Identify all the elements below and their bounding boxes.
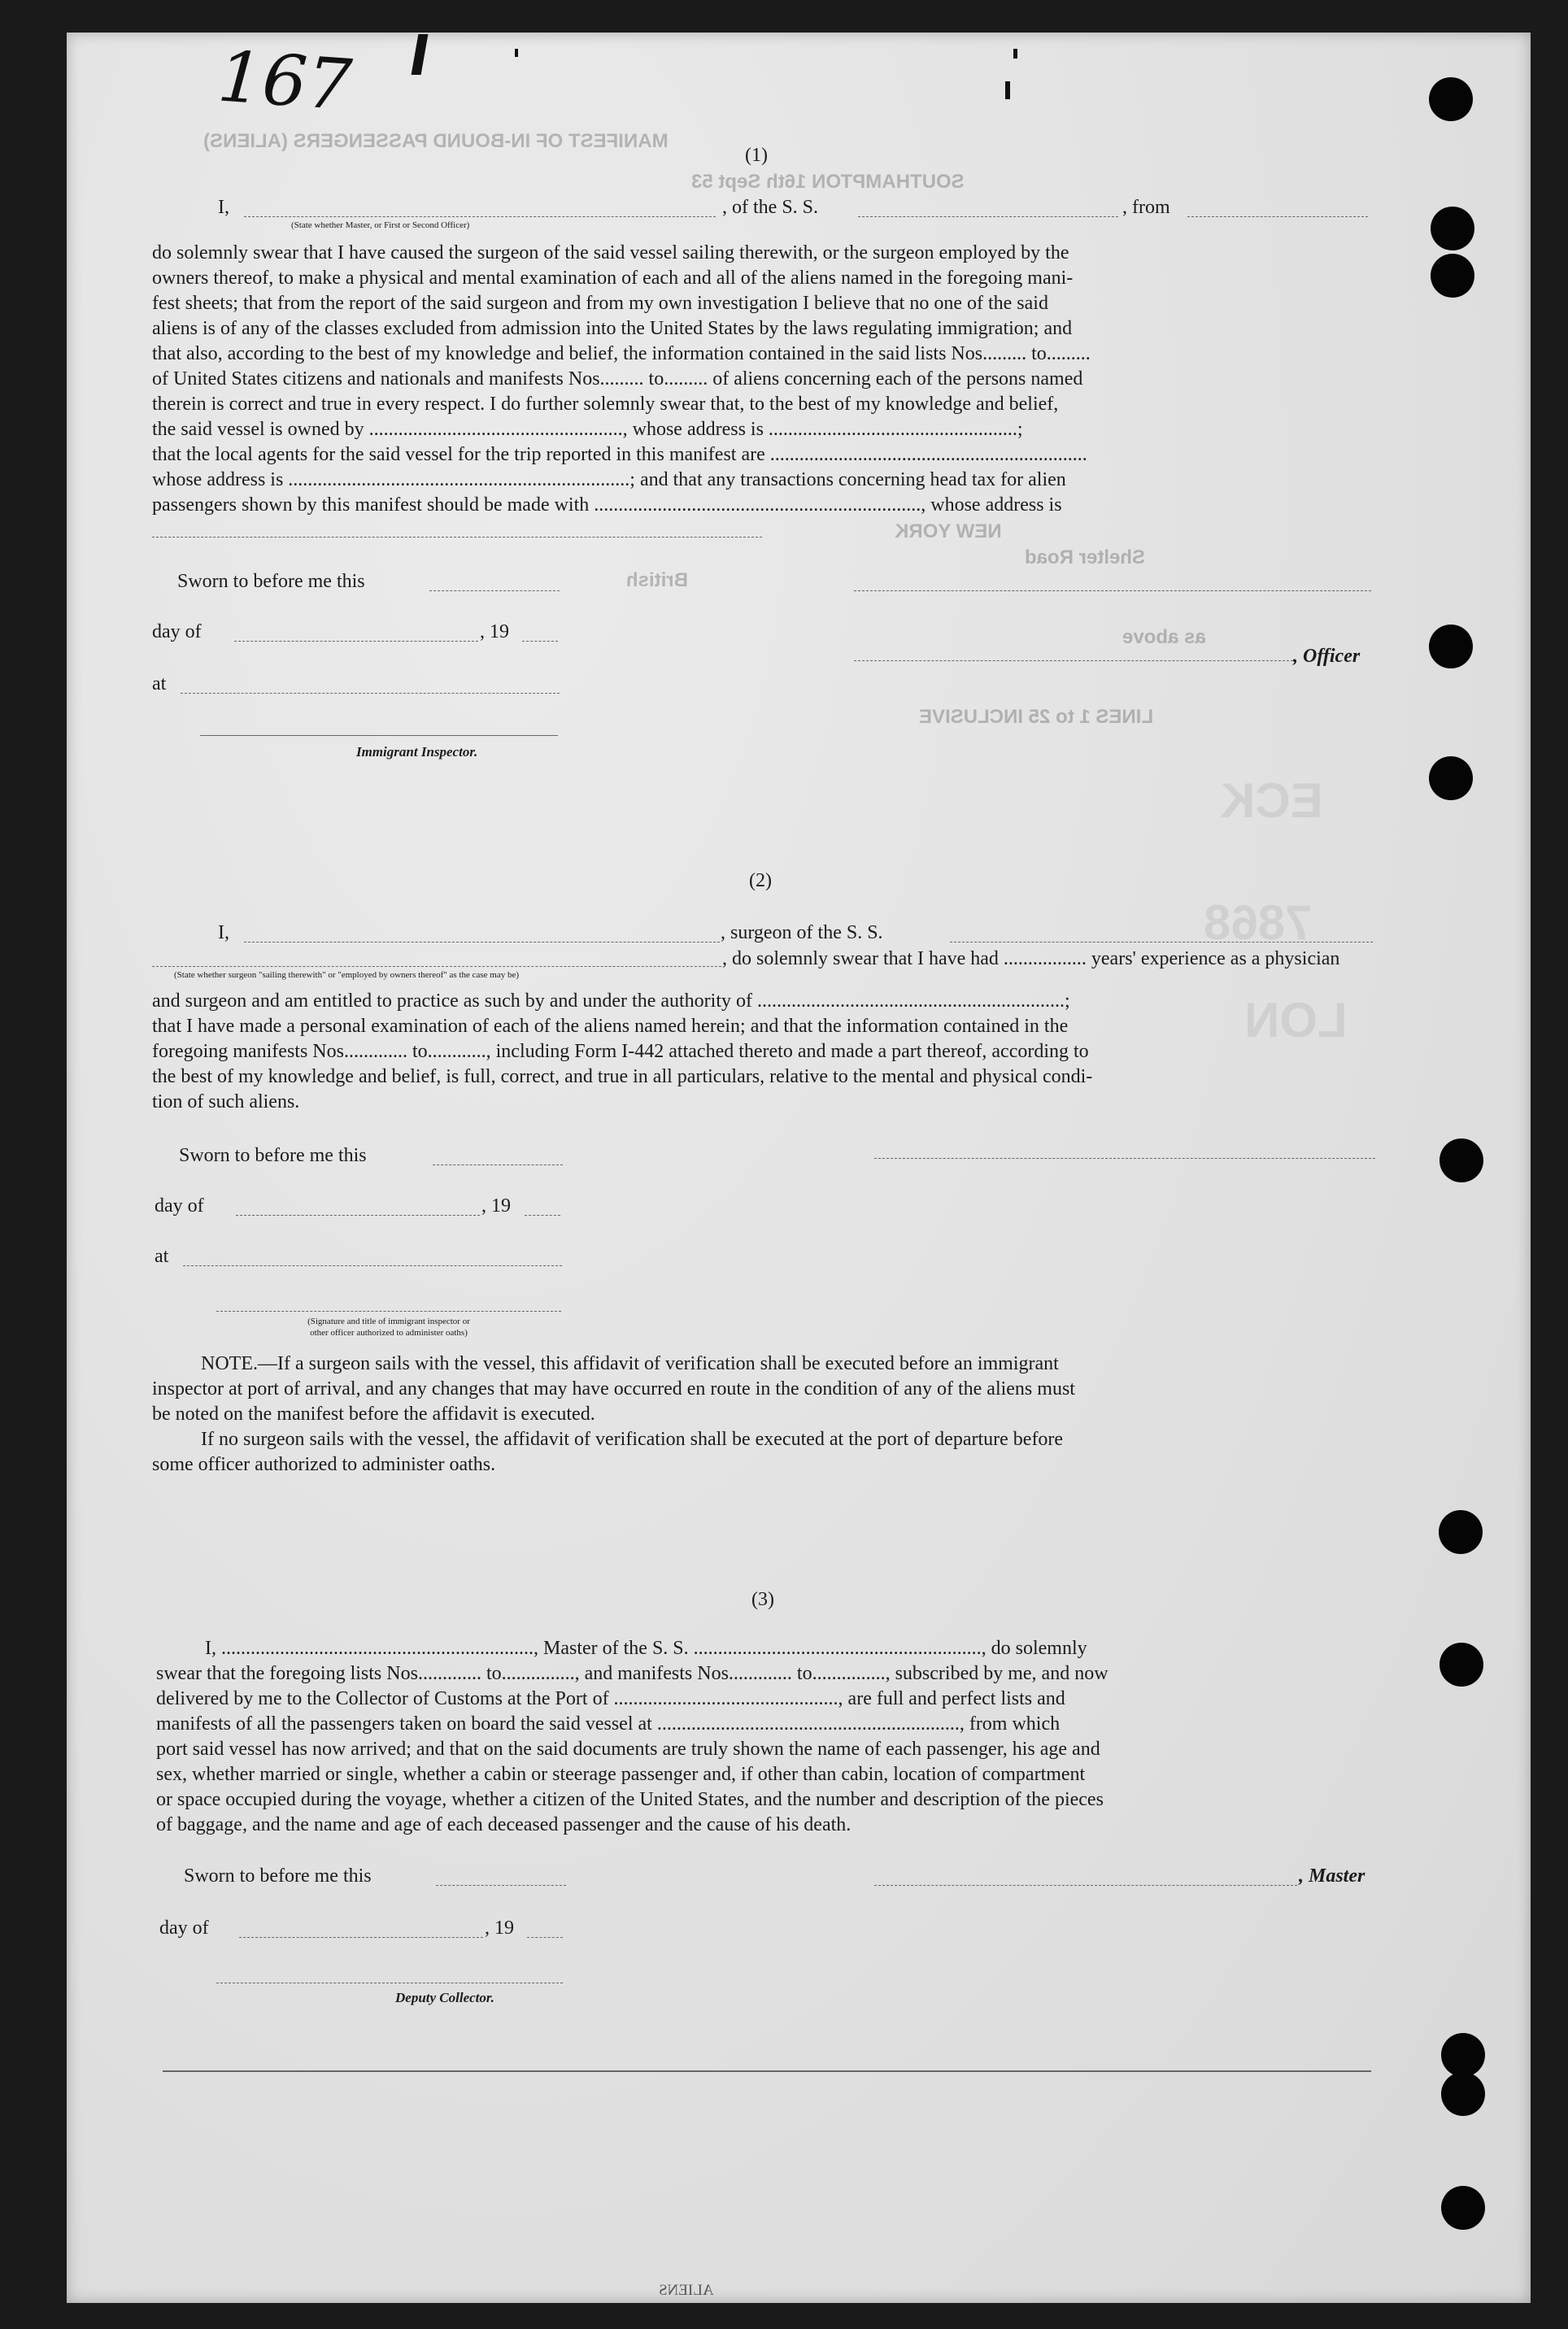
- sworn-date-line: [429, 590, 560, 591]
- section-1-oath-line: [218, 195, 229, 220]
- authorized-officer-signature-line: [216, 1311, 561, 1312]
- affidavit-line: passengers shown by this manifest should be made with ..................................................................., whose address is: [152, 494, 1062, 516]
- oath-pronoun: I,: [218, 197, 229, 218]
- sworn-label: Sworn to before me this: [179, 1145, 367, 1166]
- note-line: inspector at port of arrival, and any changes that may have occurred en route in the condition of any of the aliens must: [152, 1378, 1075, 1400]
- bleed-through-stamp: LON: [1244, 993, 1348, 1047]
- surgeon-vessel-label: , surgeon of the S. S.: [721, 922, 883, 943]
- punch-hole: [1441, 2186, 1485, 2230]
- handwritten-page-number: 167: [215, 36, 355, 127]
- immigrant-inspector-caption: Immigrant Inspector.: [356, 744, 478, 760]
- address-continuation-line: [152, 537, 762, 538]
- vessel-name-line: [858, 216, 1118, 217]
- punch-hole: [1429, 77, 1473, 121]
- inspector-signature-line: [200, 735, 558, 736]
- year-label: , 19: [485, 1918, 514, 1939]
- affidavit-line: manifests of all the passengers taken on board the said vessel at .............................................................., from which: [156, 1713, 1061, 1735]
- surgeon-status-line: [152, 966, 721, 967]
- year-line: [527, 1937, 563, 1938]
- affidavit-line: foregoing manifests Nos............. to............, including Form I-442 attached thereto and made a part thereof, according to: [152, 1041, 1089, 1062]
- bleed-through-footer: ALIENS: [659, 2282, 714, 2299]
- section-3-number: (3): [751, 1589, 774, 1610]
- affidavit-line: or space occupied during the voyage, whether a citizen of the United States, and the number and description of the pieces: [156, 1789, 1104, 1810]
- note-line: some officer authorized to administer oaths.: [152, 1454, 496, 1475]
- vessel-label: , of the S. S.: [722, 197, 819, 218]
- master-label: , Master: [1299, 1865, 1365, 1887]
- from-label: , from: [1122, 197, 1170, 218]
- note-line: NOTE.—If a surgeon sails with the vessel, this affidavit of verification shall be executed before an immigrant: [201, 1353, 1059, 1374]
- bleed-through-text: British: [626, 569, 689, 591]
- bleed-through-stamp: 7868: [1204, 895, 1313, 950]
- oath-line: I, ................................................................, Master of the S. S. ..........................................................., do solemnly: [205, 1638, 1087, 1659]
- ink-blot: [1013, 49, 1017, 59]
- affidavit-line: that I have made a personal examination of each of the aliens named herein; and that the information contained in the: [152, 1016, 1069, 1037]
- master-signature-line: [874, 1885, 1297, 1886]
- signature-caption: [216, 1316, 561, 1339]
- affidavit-line: whose address is ......................................................................; and that any transactions concerning head tax for alien: [152, 469, 1066, 490]
- punch-hole: [1441, 2033, 1485, 2077]
- affidavit-line: the best of my knowledge and belief, is full, correct, and true in all particulars, relative to the mental and physical condi-: [152, 1066, 1093, 1087]
- ink-blot: [515, 49, 518, 57]
- affidavit-line: of baggage, and the name and age of each deceased passenger and the cause of his death.: [156, 1814, 852, 1835]
- day-of-label: day of: [155, 1195, 204, 1217]
- affidavit-line: fest sheets; that from the report of the said surgeon and from my own investigation I believe that no one of the said: [152, 293, 1048, 314]
- note-line: If no surgeon sails with the vessel, the affidavit of verification shall be executed at the port of departure before: [201, 1429, 1064, 1450]
- section-1-affidavit: [152, 241, 1372, 518]
- affidavit-line: sex, whether married or single, whether a cabin or steerage passenger and, if other than cabin, location of compartment: [156, 1764, 1086, 1785]
- experience-line: , do solemnly swear that I have had ................. years' experience as a physician: [722, 948, 1340, 969]
- ink-blot: [1005, 81, 1010, 99]
- affidavit-line: that also, according to the best of my knowledge and belief, the information contained in the said lists Nos......... to.........: [152, 343, 1091, 364]
- bleed-through-text: NEW YORK: [895, 520, 1002, 542]
- punch-hole: [1429, 625, 1473, 668]
- bleed-through-text: LINES 1 to 25 INCLUSIVE: [919, 706, 1154, 728]
- surgeon-status-caption: (State whether surgeon "sailing therewith" or "employed by owners thereof" as the case may be): [174, 970, 520, 980]
- section-3-oath: [156, 1636, 1379, 1838]
- bottom-rule: [163, 2070, 1371, 2072]
- day-of-label: day of: [152, 621, 202, 642]
- affidavit-line: owners thereof, to make a physical and mental examination of each and all of the aliens named in the foregoing mani-: [152, 268, 1074, 289]
- section-2-note: [152, 1352, 1376, 1478]
- day-of-label: day of: [159, 1918, 209, 1939]
- signature-caption-line: (Signature and title of immigrant inspector or: [307, 1317, 470, 1326]
- affidavit-line: port said vessel has now arrived; and that on the said documents are truly shown the name of each passenger, his age and: [156, 1739, 1100, 1760]
- at-label: at: [155, 1246, 169, 1267]
- year-label: , 19: [481, 1195, 511, 1217]
- year-label: , 19: [480, 621, 509, 642]
- at-place-line: [183, 1265, 562, 1266]
- bleed-through-text: MANIFEST OF IN-BOUND PASSENGERS (ALIENS): [203, 130, 669, 152]
- affidavit-line: swear that the foregoing lists Nos............. to..............., and manifests Nos............. to..............., subscribed by me, and now: [156, 1663, 1108, 1684]
- officer-rank-caption: (State whether Master, or First or Second Officer): [291, 220, 470, 230]
- officer-title-line: [854, 660, 1293, 661]
- surgeon-signature-line: [874, 1158, 1375, 1159]
- affidavit-line: aliens is of any of the classes excluded from admission into the United States by the laws regulating immigration; and: [152, 318, 1073, 339]
- punch-hole: [1431, 207, 1474, 250]
- year-line: [525, 1215, 560, 1216]
- bleed-through-text: Shelter Road: [1025, 546, 1146, 568]
- affidavit-line: tion of such aliens.: [152, 1091, 300, 1112]
- affidavit-line: therein is correct and true in every respect. I do further solemnly swear that, to the best of my knowledge and belief,: [152, 394, 1059, 415]
- day-line: [239, 1937, 483, 1938]
- bleed-through-text: SOUTHAMPTON 16th Sept 53: [691, 171, 965, 193]
- note-line: be noted on the manifest before the affidavit is executed.: [152, 1404, 595, 1425]
- section-2-affidavit: [152, 989, 1376, 1115]
- officer-signature-line: [854, 590, 1371, 591]
- officer-label: , Officer: [1293, 646, 1361, 667]
- at-place-line: [181, 693, 560, 694]
- section-1-number: (1): [745, 145, 768, 166]
- bleed-through-text: as above: [1122, 626, 1206, 648]
- punch-hole: [1431, 254, 1474, 298]
- section-2-number: (2): [749, 870, 772, 891]
- deputy-collector-caption: Deputy Collector.: [395, 1990, 494, 2005]
- punch-hole: [1429, 756, 1473, 800]
- day-line: [234, 641, 478, 642]
- at-label: at: [152, 673, 167, 694]
- affidavit-line: the said vessel is owned by ...................................................., whose address is ...................................................;: [152, 419, 1023, 440]
- day-line: [236, 1215, 480, 1216]
- bleed-through-stamp: ECK: [1220, 773, 1323, 828]
- from-port-line: [1187, 216, 1368, 217]
- sworn-date-line: [436, 1885, 566, 1886]
- punch-hole: [1439, 1510, 1483, 1554]
- affidavit-line: of United States citizens and nationals and manifests Nos......... to......... of aliens concerning each of the persons named: [152, 368, 1083, 390]
- punch-hole: [1440, 1643, 1483, 1687]
- affidavit-line: that the local agents for the said vessel for the trip reported in this manifest are .................................................................: [152, 444, 1087, 465]
- officer-name-line: [244, 216, 716, 217]
- punch-hole: [1440, 1138, 1483, 1182]
- sworn-label: Sworn to before me this: [184, 1865, 372, 1887]
- sworn-label: Sworn to before me this: [177, 571, 365, 592]
- affidavit-line: and surgeon and am entitled to practice as such by and under the authority of ...............................................................;: [152, 990, 1070, 1012]
- affidavit-line: do solemnly swear that I have caused the surgeon of the said vessel sailing therewith, or the surgeon employed by the: [152, 242, 1069, 263]
- oath-pronoun: I,: [218, 922, 229, 943]
- signature-caption-line: other officer authorized to administer oaths): [310, 1328, 468, 1338]
- year-line: [522, 641, 558, 642]
- affidavit-line: delivered by me to the Collector of Customs at the Port of .............................................., are full and perfect lists and: [156, 1688, 1065, 1709]
- sworn-date-line: [433, 1164, 563, 1165]
- punch-hole: [1441, 2072, 1485, 2116]
